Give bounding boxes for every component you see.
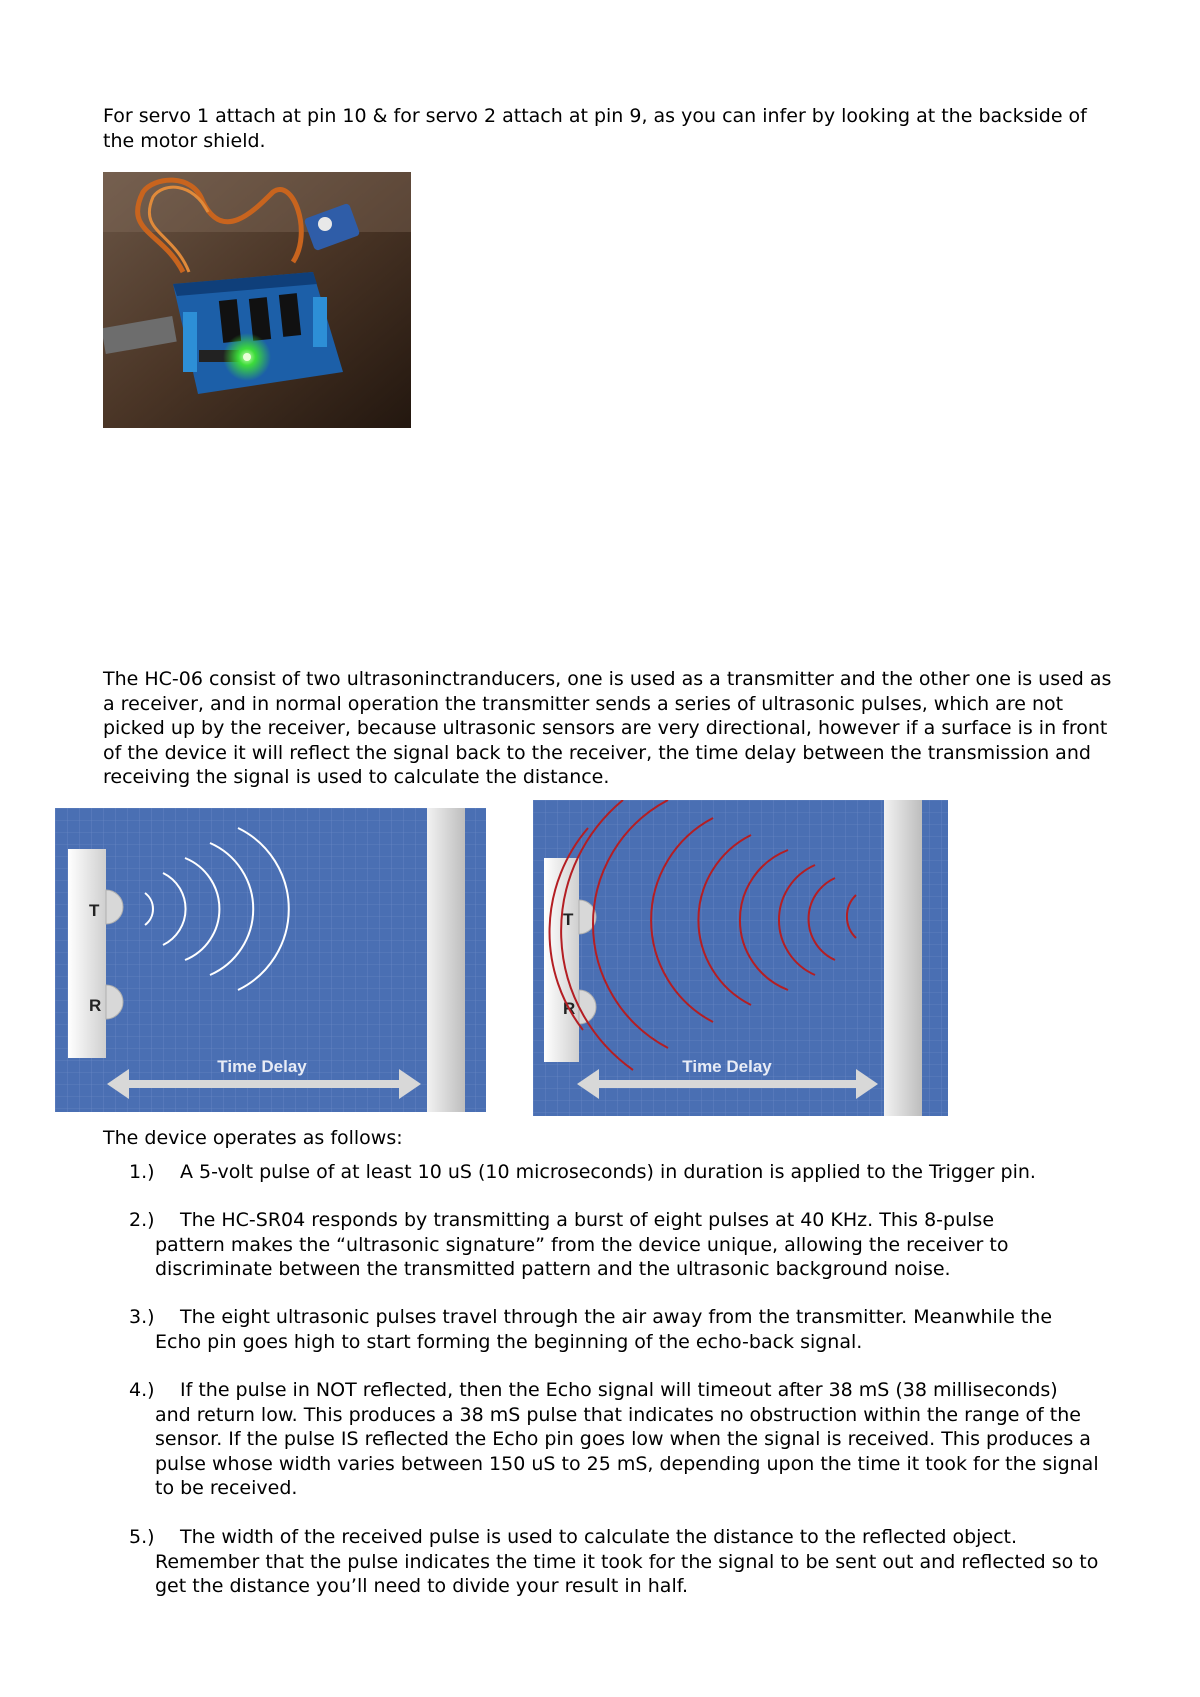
list-item [103,1305,1113,1354]
step-text-continued: and return low. This produces a 38 mS pulse that indicates no obstruction within the range of the sensor. If the pulse IS reflected the Echo pin goes low when the signal is received. This produces a pulse whose width varies between 150 uS to 25 mS, depending upon the time it took for the signal to be received. [155,1403,1099,1499]
step-text: If the pulse in NOT reflected, then the Echo signal will timeout after 38 mS (38 milliseconds) [180,1379,1058,1401]
time-delay-label: Time Delay [682,1057,772,1076]
step-number: 2.) [129,1209,155,1231]
servo-pin-paragraph: For servo 1 attach at pin 10 & for servo 2 attach at pin 9, as you can infer by looking at the backside of the motor shield. [103,105,1087,152]
step-text-continued: Remember that the pulse indicates the time it took for the signal to be sent out and reflected so to get the distance you’ll need to divide your result in half. [155,1550,1099,1597]
step-text-continued: Echo pin goes high to start forming the beginning of the echo-back signal. [155,1330,863,1353]
step-text-continued: pattern makes the “ultrasonic signature” from the device unique, allowing the receiver to discriminate between the transmitted pattern and the ultrasonic background noise. [155,1233,1009,1280]
receiver-label: R [89,996,102,1015]
time-delay-label: Time Delay [217,1057,307,1076]
step-number: 1.) [129,1161,155,1183]
step-text: The width of the received pulse is used to calculate the distance to the reflected object. [180,1526,1018,1548]
step-text: A 5-volt pulse of at least 10 uS (10 microseconds) in duration is applied to the Trigger pin. [180,1161,1036,1183]
step-text: The HC-SR04 responds by transmitting a burst of eight pulses at 40 KHz. This 8-pulse [180,1209,995,1231]
operation-heading: The device operates as follows: [103,1127,403,1149]
transmitter-label: T [89,901,100,920]
step-number: 3.) [129,1306,155,1328]
sensor-description-paragraph: The HC-06 consist of two ultrasoninctranducers, one is used as a transmitter and the other one is used as a receiver, and in normal operation the transmitter sends a series of ultrasonic pulses, which are not picked up by the receiver, because ultrasonic sensors are very directional, however if a surface is in front of the device it will reflect the signal back to the receiver, the time delay between the transmission and receiving the signal is used to calculate the distance. [103,668,1112,788]
transmitter-label: T [563,910,574,929]
list-item [103,1525,1113,1599]
ultrasonic-echo-diagram [533,800,948,1116]
list-item [103,1208,1113,1282]
step-number: 5.) [129,1526,155,1548]
list-item [103,1160,1113,1185]
ultrasonic-transmit-diagram [55,808,486,1112]
motor-shield-photo [103,172,411,428]
step-text: The eight ultrasonic pulses travel through the air away from the transmitter. Meanwhile the [180,1306,1053,1328]
step-number: 4.) [129,1379,155,1401]
receiver-label: R [563,999,576,1018]
list-item [103,1378,1113,1501]
